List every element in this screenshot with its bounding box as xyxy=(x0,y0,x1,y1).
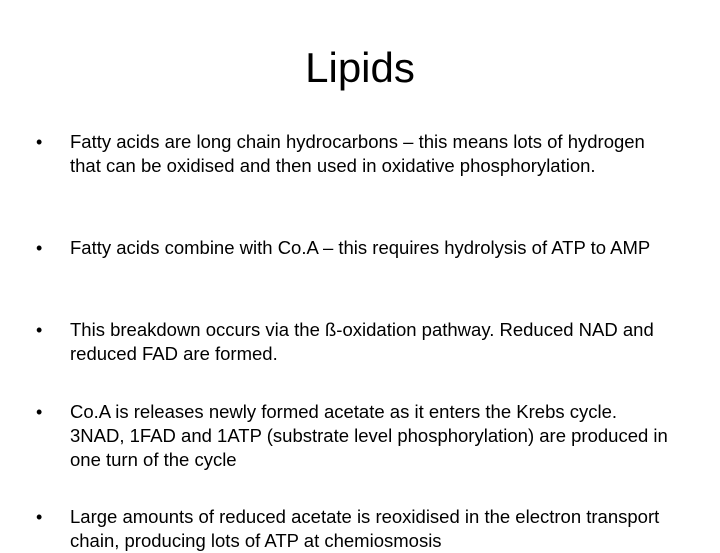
bullet-text: Co.A is releases newly formed acetate as it enters the Krebs cycle. 3NAD, 1FAD and 1ATP (substrate level phosphorylation) are produced in one turn of the cycle xyxy=(70,401,668,470)
bullet-item xyxy=(36,130,676,178)
bullet-item xyxy=(36,236,676,260)
bullet-text: This breakdown occurs via the ß-oxidation pathway. Reduced NAD and reduced FAD are formed. xyxy=(70,319,654,364)
bullet-text: Large amounts of reduced acetate is reoxidised in the electron transport chain, producing lots of ATP at chemiosmosis xyxy=(70,506,660,551)
bullet-icon: • xyxy=(36,132,43,152)
bullet-icon: • xyxy=(36,238,43,258)
bullet-item xyxy=(36,505,676,553)
bullet-icon: • xyxy=(36,320,43,340)
bullet-item xyxy=(36,400,676,472)
bullet-text: Fatty acids are long chain hydrocarbons – this means lots of hydrogen that can be oxidised and then used in oxidative phosphorylation. xyxy=(70,131,645,176)
bullet-icon: • xyxy=(36,402,43,422)
bullet-text: Fatty acids combine with Co.A – this requires hydrolysis of ATP to AMP xyxy=(70,237,651,258)
bullet-icon: • xyxy=(36,507,43,527)
slide-title: Lipids xyxy=(305,44,415,91)
bullet-item xyxy=(36,318,676,366)
